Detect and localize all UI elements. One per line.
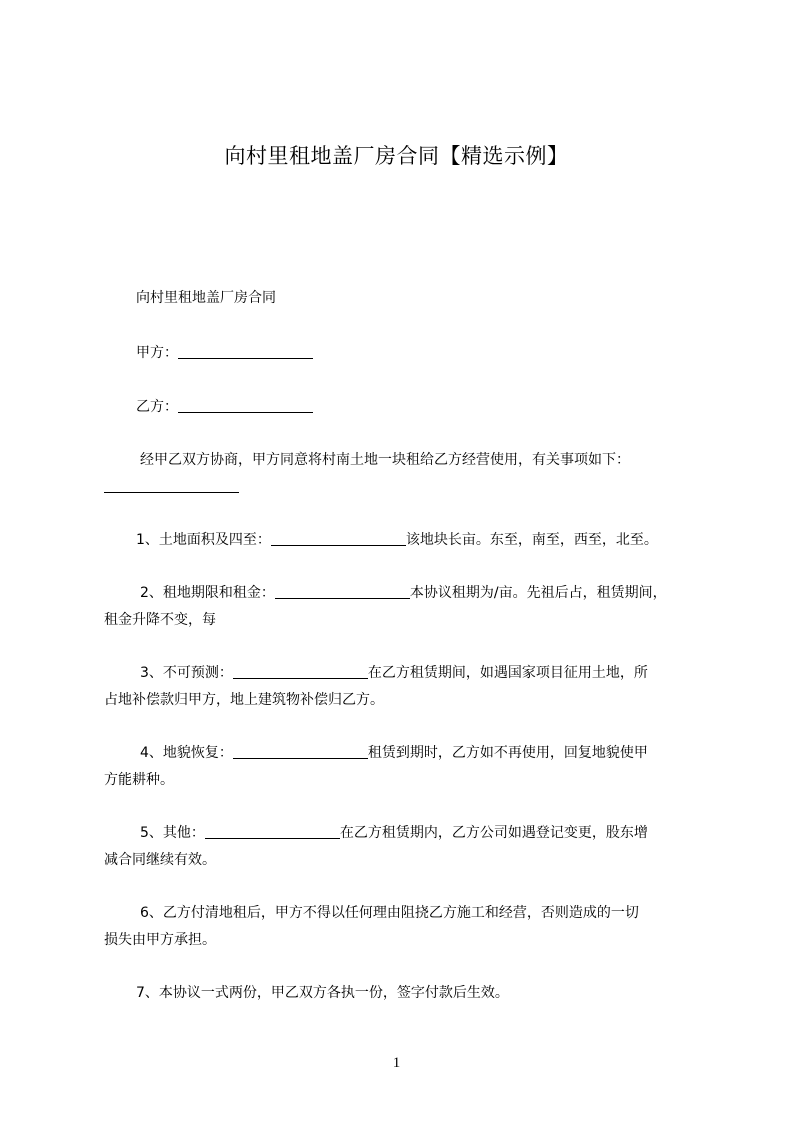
clause-1 <box>136 527 658 554</box>
clause-4-suffix: 租赁到期时，乙方如不再使用，回复地貌使甲 <box>367 745 648 761</box>
party-b-label: 乙方： <box>136 399 178 415</box>
intro-blank-line <box>104 474 239 501</box>
document-title: 向村里租地盖厂房合同【精选示例】 <box>224 144 569 168</box>
clause-3-line2: 占地补偿款归甲方，地上建筑物补偿归乙方。 <box>104 692 384 708</box>
clause-3 <box>140 660 648 687</box>
party-a-blank <box>178 344 313 359</box>
clause-3-suffix: 在乙方租赁期间，如遇国家项目征用土地，所 <box>367 665 648 681</box>
clause-4-prefix: 4、地貌恢复： <box>140 745 233 761</box>
clause-2 <box>140 580 667 607</box>
intro-paragraph: 经甲乙双方协商，甲方同意将村南土地一块租给乙方经营使用，有关事项如下： <box>140 452 630 468</box>
clause-5 <box>140 820 648 847</box>
party-a-line <box>136 340 313 367</box>
clause-2-prefix: 2、租地期限和租金： <box>140 585 275 601</box>
clause-3-blank <box>233 664 368 679</box>
intro-blank <box>104 478 239 493</box>
clause-1-suffix: 该地块长亩。东至，南至，西至，北至。 <box>405 532 658 548</box>
clause-1-blank <box>271 531 406 546</box>
clause-2-line2: 租金升降不变，每 <box>104 612 216 628</box>
party-b-blank <box>178 398 313 413</box>
clause-1-prefix: 1、土地面积及四至： <box>136 532 271 548</box>
clause-5-line2: 减合同继续有效。 <box>104 852 216 868</box>
clause-7: 7、本协议一式两份，甲乙双方各执一份，签字付款后生效。 <box>136 985 509 1001</box>
clause-6: 6、乙方付清地租后，甲方不得以任何理由阻挠乙方施工和经营，否则造成的一切 <box>140 905 639 921</box>
clause-5-suffix: 在乙方租赁期内，乙方公司如遇登记变更，股东增 <box>339 825 648 841</box>
clause-3-prefix: 3、不可预测： <box>140 665 233 681</box>
party-b-line <box>136 394 313 421</box>
clause-4-line2: 方能耕种。 <box>104 772 174 788</box>
clause-2-suffix: 本协议租期为/亩。先祖后占，租赁期间， <box>409 585 667 601</box>
clause-4 <box>140 740 648 767</box>
contract-subtitle: 向村里租地盖厂房合同 <box>136 290 276 306</box>
clause-2-blank <box>275 584 410 599</box>
clause-4-blank <box>233 744 368 759</box>
clause-5-blank <box>205 824 340 839</box>
party-a-label: 甲方： <box>136 345 178 361</box>
page-number: 1 <box>392 1055 401 1071</box>
clause-5-prefix: 5、其他： <box>140 825 205 841</box>
clause-6-line2: 损失由甲方承担。 <box>104 932 216 948</box>
